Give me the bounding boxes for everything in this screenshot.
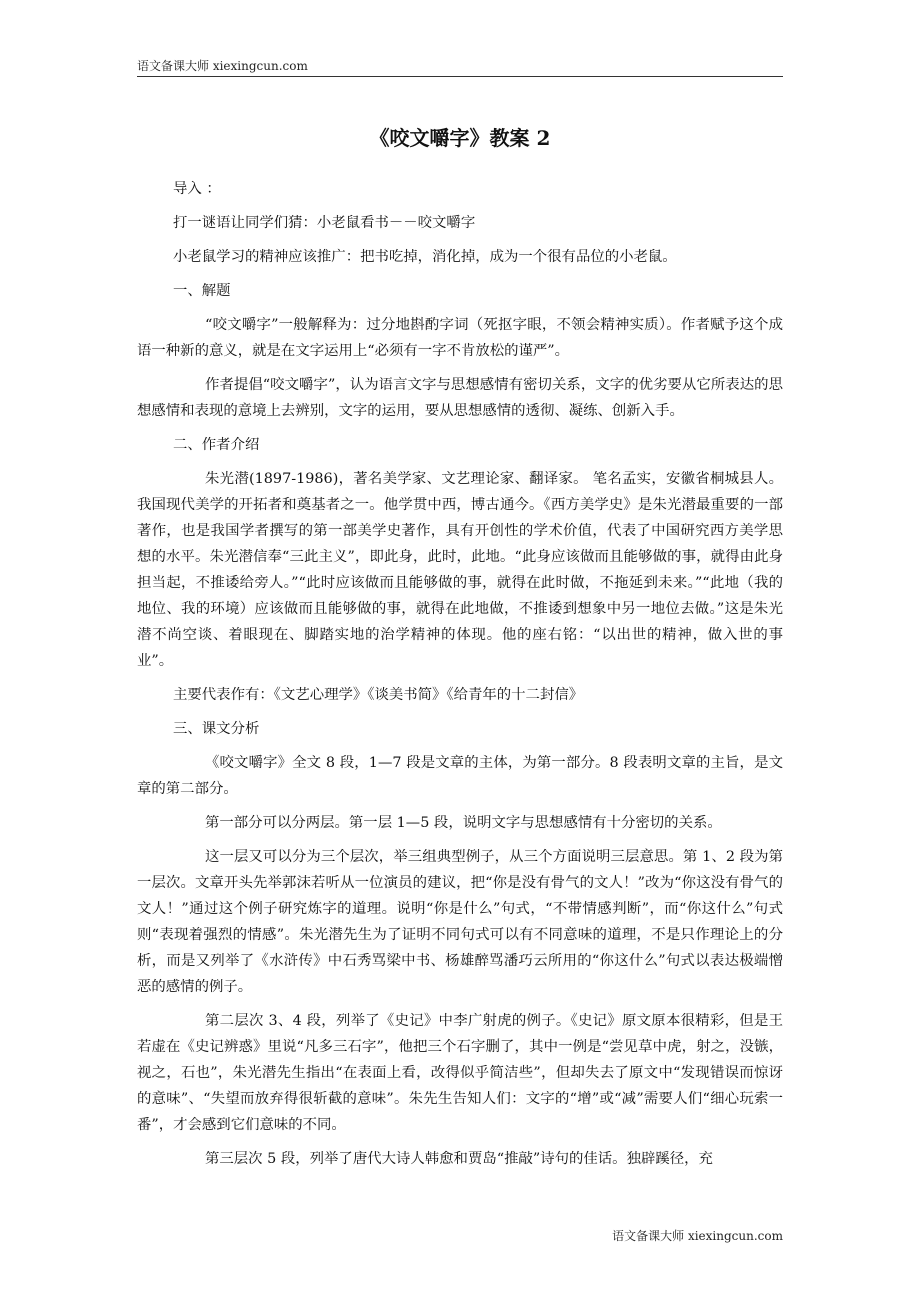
paragraph: 第三层次 5 段，列举了唐代大诗人韩愈和贾岛“推敲”诗句的佳话。独辟蹊径，充 [205, 1151, 713, 1167]
paragraph: 第一部分可以分两层。第一层 1—5 段，说明文字与思想感情有十分密切的关系。 [205, 815, 722, 831]
paragraph: 导入 ： [173, 181, 221, 197]
header-divider [137, 76, 783, 77]
paragraph: 小老鼠学习的精神应该推广：把书吃掉，消化掉，成为一个很有品位的小老鼠。 [173, 249, 677, 265]
section-heading: 二、作者介绍 [173, 437, 260, 453]
paragraph: 打一谜语让同学们猜：小老鼠看书－－咬文嚼字 [173, 215, 476, 231]
page-header: 语文备课大师 xiexingcun.com [137, 59, 308, 73]
document-body [137, 176, 783, 1180]
section-heading: 三、课文分析 [173, 721, 260, 737]
document-title: 《咬文嚼字》教案 2 [369, 126, 551, 150]
section-heading: 一、解题 [173, 283, 231, 299]
paragraph: “咬文嚼字”一般解释为：过分地斟酌字词（死抠字眼，不领会精神实质）。作者赋予这个成语一种新的意义，就是在文字运用上“必须有一字不肯放松的谨严”。 [137, 317, 783, 359]
paragraph: 作者提倡“咬文嚼字”，认为语言文字与思想感情有密切关系，文字的优劣要从它所表达的思想感情和表现的意境上去辨别，文字的运用，要从思想感情的透彻、凝练、创新入手。 [137, 377, 783, 419]
paragraph: 《咬文嚼字》全文 8 段，1—7 段是文章的主体，为第一部分。8 段表明文章的主旨，是文章的第二部分。 [137, 755, 783, 797]
page-footer: 语文备课大师 xiexingcun.com [612, 1229, 783, 1243]
paragraph: 第二层次 3、4 段，列举了《史记》中李广射虎的例子。《史记》原文原本很精彩，但是王若虚在《史记辨惑》里说“凡多三石字”，他把三个石字删了，其中一例是“尝见草中虎，射之，没镞，视之，石也”，朱光潜先生指出“在表面上看，改得似乎简洁些”，但却失去了原文中“发现错误而惊讶的意味”、“失望而放弃得很斩截的意味”。朱先生告知人们：文字的“增”或“减”需要人们“细心玩索一番”，才会感到它们意味的不同。 [137, 1013, 783, 1133]
paragraph: 朱光潜(1897-1986)，著名美学家、文艺理论家、翻译家。 笔名孟实，安徽省桐城县人。我国现代美学的开拓者和奠基者之一。他学贯中西，博古通今。《西方美学史》是朱光潜最重要的一部著作，也是我国学者撰写的第一部美学史著作，具有开创性的学术价值，代表了中国研究西方美学思想的水平。朱光潜信奉“三此主义”，即此身，此时，此地。“此身应该做而且能够做的事，就得由此身担当起，不推诿给旁人。”“此时应该做而且能够做的事，就得在此时做，不拖延到未来。”“此地（我的地位、我的环境）应该做而且能够做的事，就得在此地做，不推诿到想象中另一地位去做。”这是朱光潜不尚空谈、着眼现在、脚踏实地的治学精神的体现。他的座右铭：“以出世的精神，做入世的事业”。 [137, 471, 783, 669]
paragraph: 主要代表作有：《文艺心理学》《谈美书简》《给青年的十二封信》 [173, 687, 584, 703]
paragraph: 这一层又可以分为三个层次，举三组典型例子，从三个方面说明三层意思。第 1、2 段为第一层次。文章开头先举郭沫若听从一位演员的建议，把“你是没有骨气的文人！”改为“你这没有骨气的文人！”通过这个例子研究炼字的道理。说明“你是什么”句式，“不带情感判断”，而“你这什么”句式则“表现着强烈的情感”。朱光潜先生为了证明不同句式可以有不同意味的道理，不是只作理论上的分析，而是又列举了《水浒传》中石秀骂梁中书、杨雄醉骂潘巧云所用的“你这什么”句式以表达极端憎恶的感情的例子。 [137, 849, 783, 995]
